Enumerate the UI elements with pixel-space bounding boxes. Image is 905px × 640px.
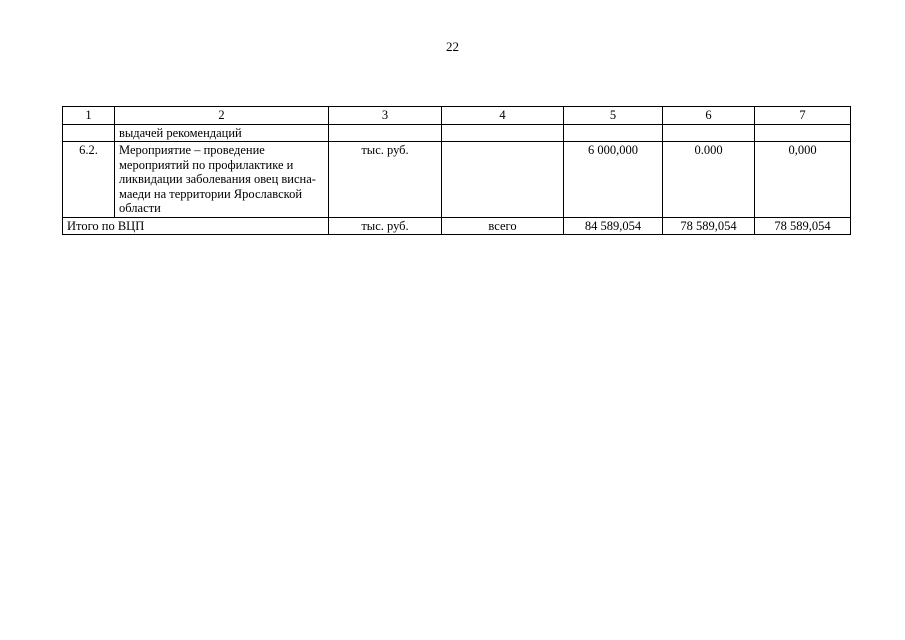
- cell-description: Мероприятие – проведение мероприятий по профилактике и ликвидации заболевания овец висна-маеди на территории Ярославской области: [115, 142, 329, 218]
- cell-unit: тыс. руб.: [329, 217, 442, 235]
- cell-value-6: [663, 124, 755, 142]
- table-row-continuation: [63, 124, 851, 142]
- page-number: 22: [446, 39, 459, 54]
- cell-value-5: 6 000,000: [564, 142, 663, 218]
- cell-value-7: 0,000: [755, 142, 851, 218]
- cell-value-6: 78 589,054: [663, 217, 755, 235]
- column-number-2: 2: [115, 107, 329, 125]
- column-number-5: 5: [564, 107, 663, 125]
- cell-unit: тыс. руб.: [329, 142, 442, 218]
- cell-unit: [329, 124, 442, 142]
- table-row-6-2: [63, 142, 851, 218]
- cell-value-6: 0.000: [663, 142, 755, 218]
- cell-source: всего: [442, 217, 564, 235]
- cell-description: выдачей рекомендаций: [115, 124, 329, 142]
- cell-row-number: [63, 124, 115, 142]
- table-header-row: [63, 107, 851, 125]
- column-number-1: 1: [63, 107, 115, 125]
- cell-value-5: [564, 124, 663, 142]
- cell-value-5: 84 589,054: [564, 217, 663, 235]
- column-number-3: 3: [329, 107, 442, 125]
- column-number-4: 4: [442, 107, 564, 125]
- table-row-total: [63, 217, 851, 235]
- column-number-7: 7: [755, 107, 851, 125]
- cell-source: [442, 124, 564, 142]
- cell-value-7: [755, 124, 851, 142]
- budget-table: [62, 106, 851, 235]
- cell-total-label: Итого по ВЦП: [63, 217, 329, 235]
- cell-source: [442, 142, 564, 218]
- cell-value-7: 78 589,054: [755, 217, 851, 235]
- cell-row-number: 6.2.: [63, 142, 115, 218]
- column-number-6: 6: [663, 107, 755, 125]
